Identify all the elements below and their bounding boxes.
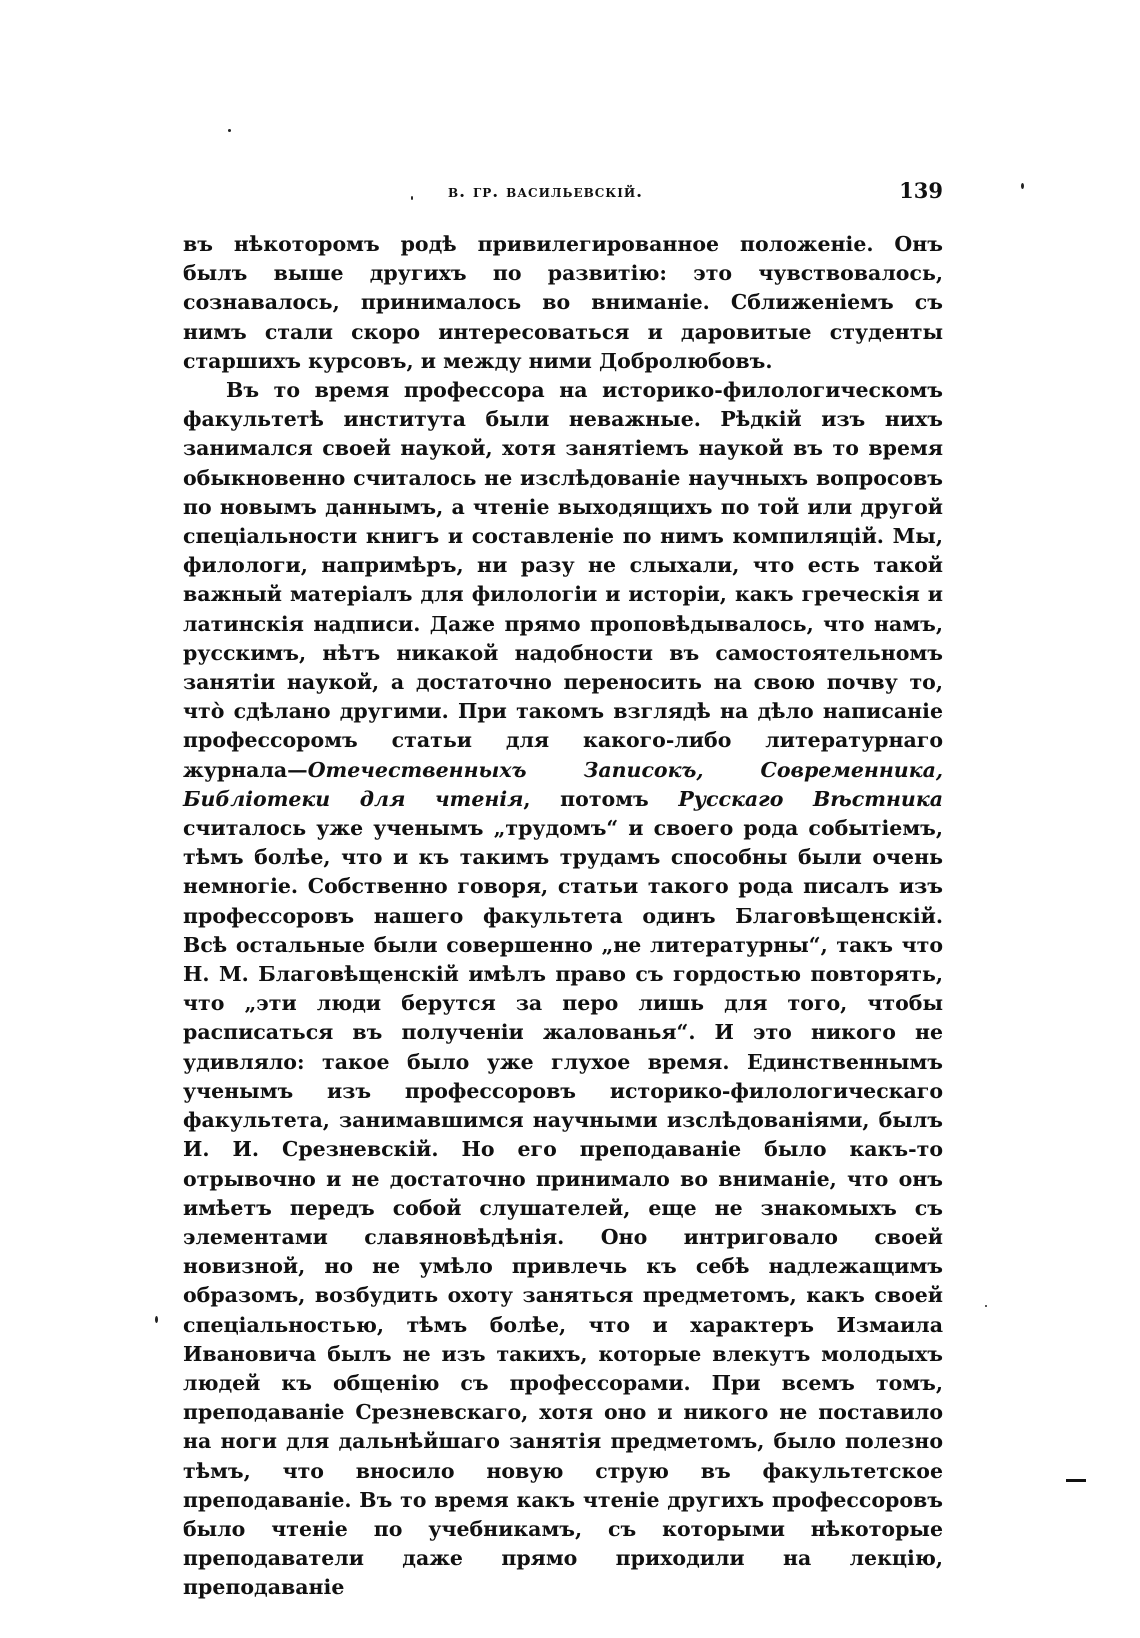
scan-speck [228,129,231,132]
scan-speck [1021,183,1024,189]
russkiy-vestnik-italic: Русскаго Вѣстника [678,786,943,811]
running-title: в. гр. васильевскій. [448,182,644,202]
page-number: 139 [899,178,943,203]
running-header [183,178,943,208]
paragraph-1: въ нѣкоторомъ родѣ привилегированное положеніе. Онъ былъ выше другихъ по развитію: это чувствовалось, сознавалось, принималось во вниманіе. Сближеніемъ съ нимъ стали скоро интересоваться и даровитые студенты старшихъ курсовъ, и между ними Добролюбовъ. [183,232,943,373]
scan-speck [985,1305,987,1307]
scan-dash-mark [1066,1479,1086,1482]
connector-text: , потомъ [523,786,679,811]
paragraph-2-end: считалось уже ученымъ „трудомъ“ и своего рода событіемъ, тѣмъ болѣе, что и къ такимъ трудамъ способны были очень немногіе. Собственно говоря, статьи такого рода писалъ изъ профессоровъ нашего факультета одинъ Благовѣщенскій. Всѣ остальные были совершенно „не литературны“, такъ что Н. М. Благовѣщенскій имѣлъ право съ гордостью повторять, что „эти люди берутся за перо лишь для того, чтобы расписаться въ полученіи жалованья“. И это никого не удивляло: такое было уже глухое время. Единственнымъ ученымъ изъ профессоровъ историко-филологическаго факультета, занимавшимся научными изслѣдованіями, былъ И. И. Срезневскій. Но его преподаваніе было какъ-то отрывочно и не достаточно принимало во вниманіе, что онъ имѣетъ передъ собой слушателей, еще не знакомыхъ съ элементами славяновѣдѣнія. Оно интриговало своей новизной, но не умѣло привлечь къ себѣ надлежащимъ образомъ, возбудить охоту заняться предметомъ, какъ своей спеціальностью, тѣмъ болѣе, что и характеръ Измаила Ивановича былъ не изъ такихъ, которые влекутъ молодыхъ людей къ общенію съ профессорами. При всемъ томъ, преподаваніе Срезневскаго, хотя оно и никого не поставило на ноги для дальнѣйшаго занятія предметомъ, было полезно тѣмъ, что вносило новую струю въ факультетское преподаваніе. Въ то время какъ чтеніе другихъ профессоровъ было чтеніе по учебникамъ, съ которыми нѣкоторые преподаватели даже прямо приходили на лекцію, преподаваніе [183,816,943,1600]
scan-speck [155,1316,158,1323]
journals-italic: Отечественныхъ Записокъ, Современника, Библіотеки для чтенія [183,757,943,811]
body-text [183,230,943,1603]
scan-speck [411,196,413,200]
paragraph-2 [183,376,943,1603]
paragraph-2-start: Въ то время профессора на историко-филологическомъ факультетѣ института были неважные. Рѣдкій изъ нихъ занимался своей наукой, хотя занятіемъ наукой въ то время обыкновенно считалось не изслѣдованіе научныхъ вопросовъ по новымъ даннымъ, а чтеніе выходящихъ по той или другой спеціальности книгъ и составленіе по нимъ компиляцій. Мы, филологи, напримѣръ, ни разу не слыхали, что есть такой важный матеріалъ для филологіи и исторіи, какъ греческія и латинскія надписи. Даже прямо проповѣдывалось, что намъ, русскимъ, нѣтъ никакой надобности въ самостоятельномъ занятіи наукой, а достаточно переносить на свою почву то, что̀ сдѣлано другими. При такомъ взглядѣ на дѣло написаніе профессоромъ статьи для какого-либо литературнаго журнала— [183,378,943,782]
